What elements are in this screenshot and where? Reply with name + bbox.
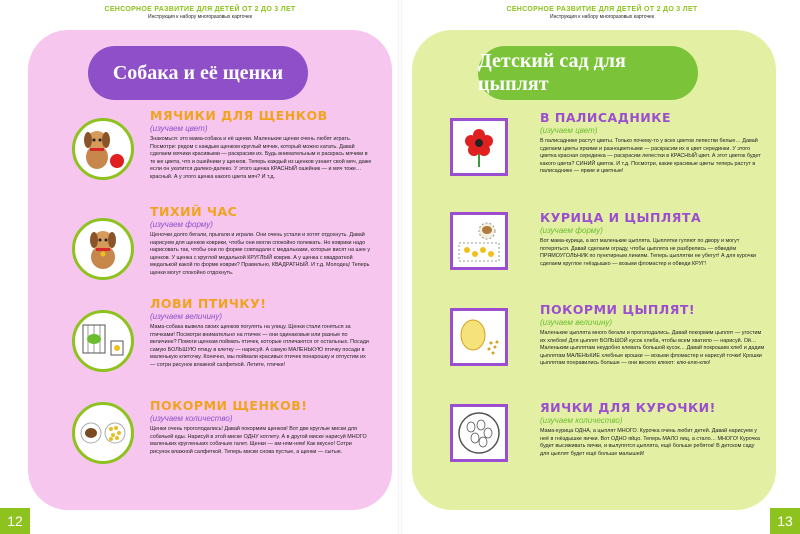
left-page-title: Собака и её щенки [88,46,308,100]
section-subheading: (изучаем цвет) [150,124,208,133]
book-gutter [398,0,402,534]
hen-chicks-card [450,212,508,270]
section-text: Щенки очень проголодались! Давай покормим щенков! Вот две круглые миски для собачьей еды. Нарисуй в этой миске ОДНУ котлету. А в другой миске нарисуй МНОГО маленьких кругленьких собачьих галет. Щенки — ам-ням-ням! Как вкусно! Сотри рисунок влажной салфеткой. Теперь миски снова пустые, а щенки — сытые. [150,426,367,455]
section-heading: ТИХИЙ ЧАС [150,204,238,219]
section-text: Щеночки долго бегали, прыгали и играли. Они очень устали и хотят отдохнуть. Давай нарисуем для щенков коврики, чтобы они могли спокойно полежать. Но коврики надо нарисовать так, чтобы они по форме совпадали с медальками, которые висят на шее у щенков. У щенка с круглой медалькой КРУГЛЫЙ коврик. А у щенка с квадратной медалькой какой по форме коврик? Правильно, КВАДРАТНЫЙ. И т.д. Молодец! Теперь щенки могут спокойно отдохнуть. [150,232,371,276]
section-feed-chicks [540,302,765,368]
puppy-ball-icon [77,123,129,175]
nest-eggs-icon [455,409,503,457]
right-page-title: Детский сад для цыплят [478,46,698,100]
section-text: Вот мама-курица, а вот маленькие цыплята. Цыплятки гуляют по двору и могут потеряться. Давай сделаем ограду, чтобы цыплята не разбрелись — обведём ПРЯМОУГОЛЬНИК по пунктирным линиям. Теперь цыплятки не убегут! А для курочки сделаем круглое гнёздышко — возьми фломастер и обведи КРУГ! [540,238,756,267]
section-heading: ПОКОРМИ ЦЫПЛЯТ! [540,302,696,317]
section-catch-bird [150,296,372,369]
section-heading: ПОКОРМИ ЩЕНКОВ! [150,398,308,413]
flower-card [450,118,508,176]
section-eggs [540,400,765,458]
bread-card [450,308,508,366]
section-text: Мама-собака вывела своих щенков погулять на улицу. Щенки стали гоняться за птичками! Посмотри внимательно на птичек — они одинаковые или разные по величине? Помоги щенкам поймать птичек, которые отличаются от остальных. Посади самую БОЛЬШУЮ птицу в клетку — нарисуй. А самую МАЛЕНЬКУЮ птичку посади в маленькую клеточку. Конечно, мы поймали красивых птичек понарошку и отпустим их — сотри рисунок влажной салфеткой. Летите, птички! [150,324,369,368]
series-subtitle: Инструкция к набору многоразовых карточек [549,14,655,20]
section-text: Маленькие цыплята много бегали и проголодались. Давай покормим цыплят — угостим их хлебом! Для цыплят БОЛЬШОЙ кусок хлеба, чтобы всем хватило — нарисуй. Ой… Маленьким цыплятам неудобно клевать большой кусок… Давай покрошим хлеб и дадим цыплятам МАЛЕНЬКИЕ хлебные крошки — возьми фломастер и нарисуй точки! Крошки цыплятам понравились больше — они весело клюют: клю-клю-клю! [540,330,765,366]
bowls-card [72,402,134,464]
page-number-left: 12 [0,508,30,534]
section-feed-puppies [150,398,372,456]
section-heading: ЯИЧКИ ДЛЯ КУРОЧКИ! [540,400,716,415]
bread-icon [455,313,503,361]
section-subheading: (изучаем количество) [540,416,623,425]
bird-cage-card [72,310,134,372]
section-garden [540,110,765,176]
section-heading: ЛОВИ ПТИЧКУ! [150,296,267,311]
puppy-medal-card [72,218,134,280]
section-subheading: (изучаем форму) [150,220,213,229]
series-title: СЕНСОРНОЕ РАЗВИТИЕ ДЛЯ ДЕТЕЙ ОТ 2 ДО 3 ЛЕТ [506,6,698,13]
section-heading: МЯЧИКИ ДЛЯ ЩЕНКОВ [150,108,328,123]
eggs-card [450,404,508,462]
section-nap [150,204,372,277]
section-subheading: (изучаем форму) [540,226,603,235]
section-text: В палисаднике растут цветы. Только почему-то у всех цветов лепестки белые… Давай сделаем цветы яркими и разноцветными — раскрасим их в цвет серединки. У этого цветка красная серединка — раскрасим лепестки в КРАСНЫЙ цвет. А этот цветок будет какого цвета? СИНИЙ цветок. И т.д. Посмотри, какие красивые цветы теперь растут в палисаднике — яркие и цветные! [540,138,761,174]
right-header [432,6,772,20]
left-header [30,6,370,20]
section-heading: КУРИЦА И ЦЫПЛЯТА [540,210,702,225]
section-heading: В ПАЛИСАДНИКЕ [540,110,672,125]
section-subheading: (изучаем цвет) [540,126,598,135]
section-text: Мама-курица ОДНА, а цыплят МНОГО. Курочка очень любит детей. Давай нарисуем у неё в гнёздышке яички. Вот ОДНО яйцо. Теперь МАЛО яиц, а стало… МНОГО! Курочка будет высиживать яички, и вылупятся цыплята, ещё больше ребяток! В детском саду для цыплят будет ещё больше малышей! [540,428,760,457]
puppy-ball-card [72,118,134,180]
hen-chicks-icon [455,217,503,265]
section-hen-chicks [540,210,765,268]
section-subheading: (изучаем величину) [540,318,613,327]
puppy-icon [77,223,129,275]
bowls-icon [77,407,129,459]
flower-icon [455,123,503,171]
series-title: СЕНСОРНОЕ РАЗВИТИЕ ДЛЯ ДЕТЕЙ ОТ 2 ДО 3 ЛЕТ [104,6,296,13]
series-subtitle: Инструкция к набору многоразовых карточек [147,14,253,20]
page-number-right: 13 [770,508,800,534]
section-subheading: (изучаем величину) [150,312,223,321]
section-balls [150,108,372,181]
bird-cage-icon [77,315,129,367]
section-text: Знакомься: это мама-собака и её щенки. Маленькие щенки очень любят играть. Посмотри: рядом с каждым щенком круглый мячик, который можно катать. Давай сделаем мячики красивыми — раскрасим их. Будь внимательным и раскрась мячики в те же цвета, что и ошейники у щенков. Теперь каждый из щенков узнает свой мяч, даже если он укатится далеко-далеко. У этого щенка КРАСНЫЙ ошейник — и мяч тоже… красный. А у этого щенка какого цвета мяч? И т.д. [150,136,372,180]
section-subheading: (изучаем количество) [150,414,233,423]
